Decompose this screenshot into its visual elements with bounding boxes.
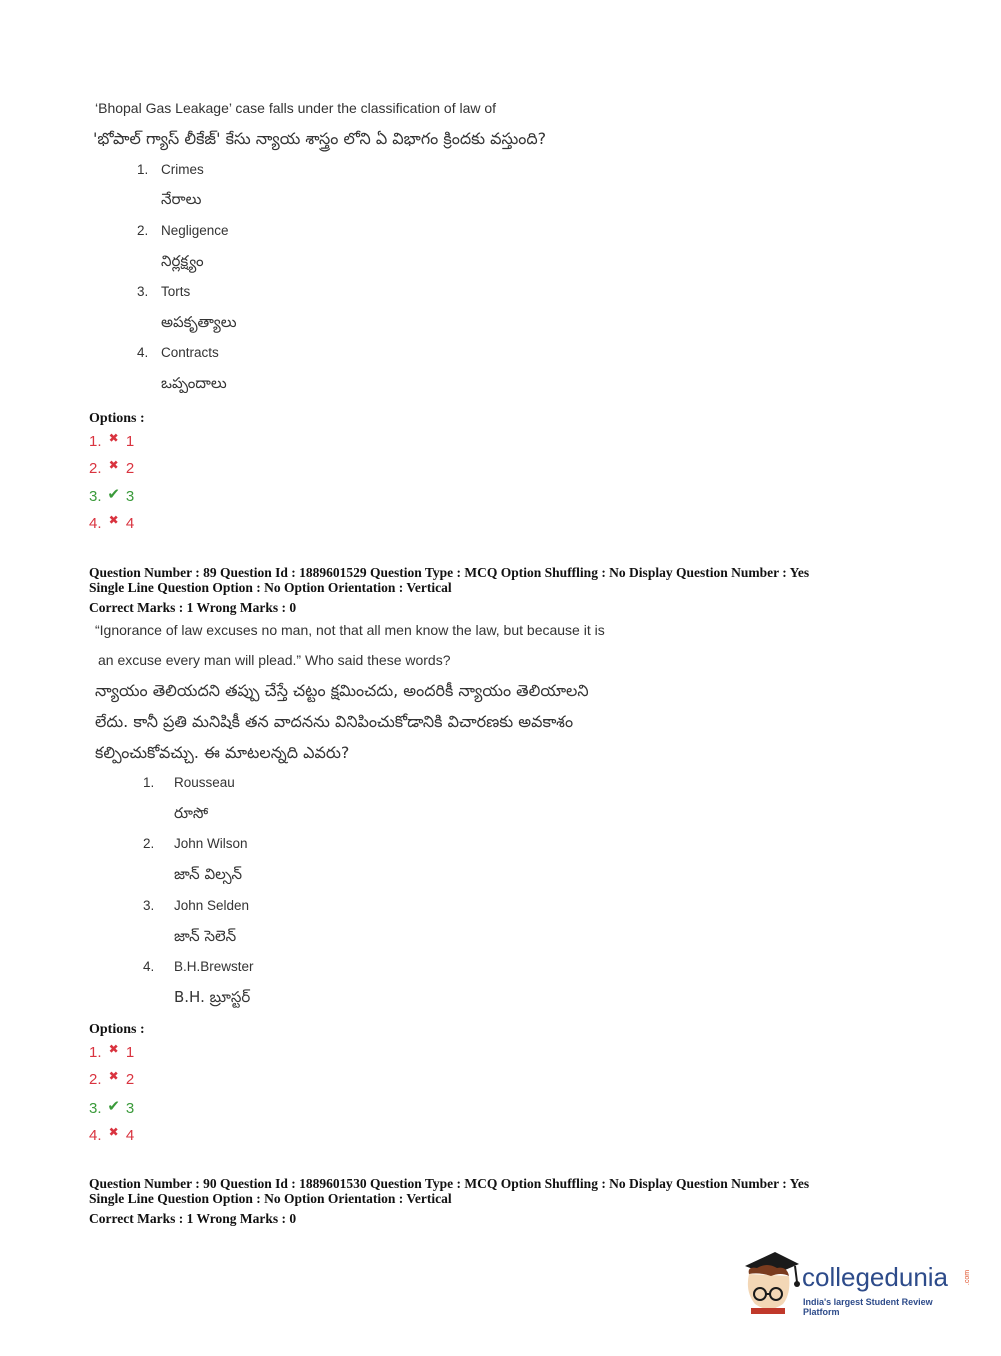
choice-text-te: ఒప్పందాలు (161, 374, 227, 392)
choice-text-te: నిర్లక్ష్యం (161, 252, 204, 270)
check-icon: ✔ (107, 486, 120, 503)
option-row: 1. ✖ 1 (89, 431, 135, 450)
choice-text-te: అపకృత్యాలు (161, 313, 237, 331)
question-text-en: ‘Bhopal Gas Leakage’ case falls under the classification of law of (95, 100, 497, 116)
question-meta: Question Number : 89 Question Id : 1889601529 Question Type : MCQ Option Shuffling : No Display Question Number : Yes Single Line Question Option : No Option Orientation : Vertical Correct Marks : 1 Wrong Marks : 0 (89, 565, 810, 615)
options-label: Options : (89, 411, 145, 426)
options-label: Options : (89, 1022, 145, 1037)
option-row: 4. ✖ 4 (89, 513, 135, 532)
question-text-te: 'భోపాల్ గ్యాస్ లీకేజ్' కేసు న్యాయ శాస్త్రం లోని ఏ విభాగం క్రిందకు వస్తుంది? (93, 129, 547, 148)
choice-number: 1. (137, 162, 149, 177)
choice-text-en: John Wilson (174, 836, 248, 851)
cross-icon: ✖ (108, 513, 119, 527)
choice-item (137, 284, 190, 299)
choice-item (137, 162, 204, 177)
choice-item (143, 836, 248, 851)
cross-icon: ✖ (108, 431, 119, 445)
choice-text-en: Negligence (161, 223, 229, 238)
choice-item (137, 223, 229, 238)
choice-item (137, 345, 219, 360)
brand-name: collegedunia (802, 1262, 949, 1292)
question-text-te: కల్పించుకోవచ్చు. ఈ మాటలన్నది ఎవరు? (95, 743, 350, 762)
option-row: 4. ✖ 4 (89, 1125, 135, 1144)
choice-text-te: జాన్ సెలెన్ (174, 927, 237, 945)
choice-item (143, 775, 235, 790)
option-row-correct: 3. ✔ 3 (89, 1098, 135, 1117)
choice-number: 2. (143, 836, 155, 851)
choice-item (143, 959, 254, 974)
choice-text-en: Contracts (161, 345, 219, 360)
cross-icon: ✖ (108, 1069, 119, 1083)
option-row-correct: 3. ✔ 3 (89, 486, 135, 505)
choice-number: 4. (143, 959, 155, 974)
cross-icon: ✖ (108, 1125, 119, 1139)
brand-tagline: India's largest Student Review Platform (803, 1297, 933, 1317)
choice-text-en: Rousseau (174, 775, 235, 790)
choice-number: 3. (137, 284, 149, 299)
choice-number: 1. (143, 775, 155, 790)
choice-number: 4. (137, 345, 149, 360)
choice-text-en: B.H.Brewster (174, 959, 254, 974)
question-text-te: న్యాయం తెలియదని తప్పు చేస్తే చట్టం క్షమించదు, అందరికీ న్యాయం తెలియాలని (95, 681, 589, 700)
cross-icon: ✖ (108, 458, 119, 472)
question-text-en: an excuse every man will plead.” Who said these words? (98, 652, 451, 668)
cross-icon: ✖ (108, 1042, 119, 1056)
option-row: 2. ✖ 2 (89, 1069, 135, 1088)
choice-text-te: B.H. బ్రూస్టర్ (174, 988, 251, 1006)
choice-text-en: John Selden (174, 898, 250, 913)
choice-text-en: Crimes (161, 162, 204, 177)
choice-text-te: జాన్ విల్సన్ (174, 865, 243, 883)
mascot-icon (741, 1248, 801, 1318)
question-meta: Question Number : 90 Question Id : 1889601530 Question Type : MCQ Option Shuffling : No Display Question Number : Yes Single Line Question Option : No Option Orientation : Vertical Correct Marks : 1 Wrong Marks : 0 (89, 1176, 810, 1226)
option-row: 2. ✖ 2 (89, 458, 135, 477)
brand-suffix: .com (964, 1269, 972, 1286)
option-row: 1. ✖ 1 (89, 1042, 135, 1061)
choice-text-en: Torts (161, 284, 191, 299)
choice-item (143, 898, 249, 913)
collegedunia-logo (741, 1248, 971, 1318)
choice-number: 3. (143, 898, 155, 913)
question-text-en: “Ignorance of law excuses no man, not that all men know the law, but because it is (95, 622, 605, 638)
question-text-te: లేదు. కానీ ప్రతి మనిషికీ తన వాదనను వినిపించుకోడానికి విచారణకు అవకాశం (95, 712, 574, 731)
choice-text-te: రూసో (174, 804, 209, 822)
choice-number: 2. (137, 223, 149, 238)
check-icon: ✔ (107, 1098, 120, 1115)
choice-text-te: నేరాలు (161, 190, 202, 208)
